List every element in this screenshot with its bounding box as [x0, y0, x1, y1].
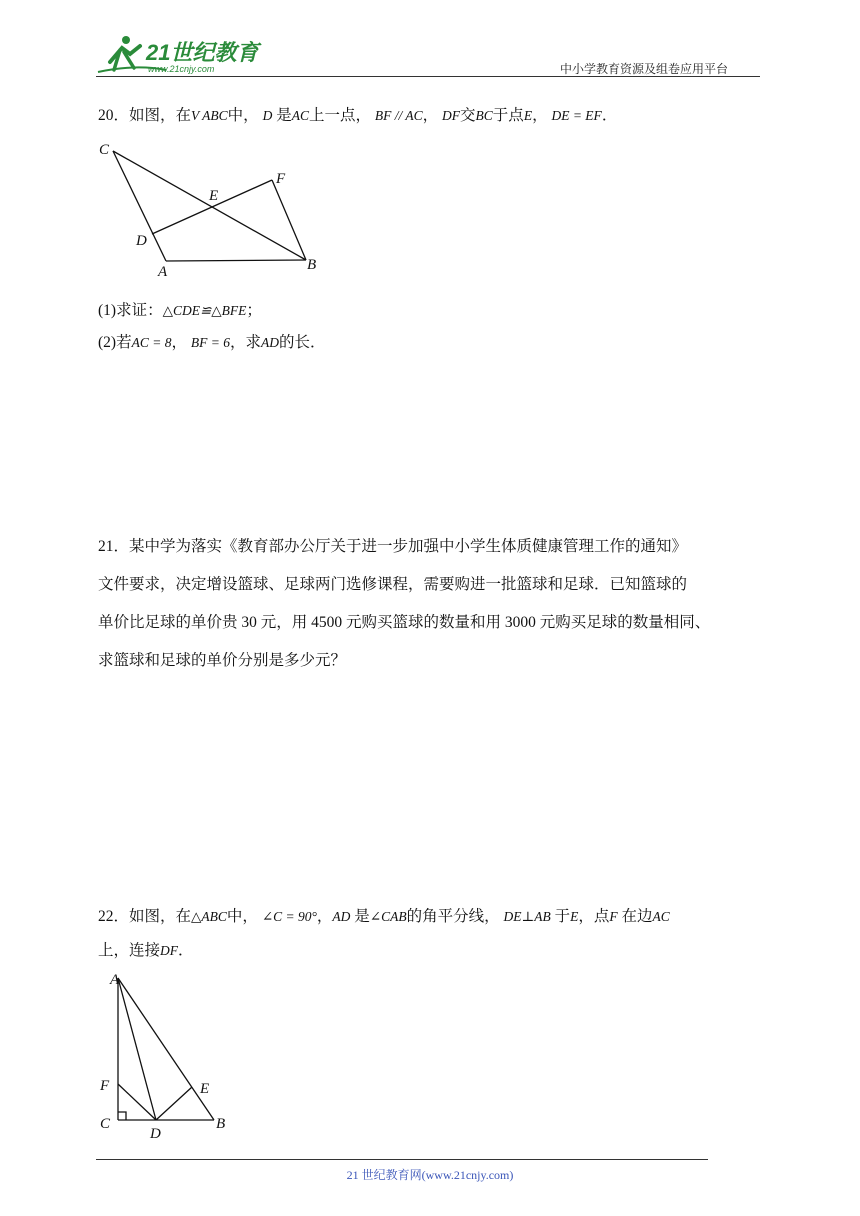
label-A: A	[110, 972, 120, 988]
q21-line-2: 文件要求，决定增设篮球、足球两门选修课程，需要购进一批篮球和足球．已知篮球的	[98, 576, 688, 593]
logo-url: www.21cnjy.com	[148, 64, 215, 74]
q20-part2: (2)若AC = 8， BF = 6，求AD的长．	[98, 334, 326, 351]
label-B: B	[307, 257, 317, 273]
label-F: F	[276, 171, 286, 187]
q21-line-4: 求篮球和足球的单价分别是多少元？	[98, 652, 347, 669]
label-C: C	[100, 1116, 111, 1132]
label-D: D	[150, 1126, 161, 1142]
question-number: 22．	[98, 908, 130, 925]
footer-divider	[96, 1159, 708, 1160]
header-divider	[96, 76, 760, 77]
label-F: F	[100, 1078, 110, 1094]
q21-line-1: 21．某中学为落实《教育部办公厅关于进一步加强中小学生体质健康管理工作的通知》	[98, 538, 688, 555]
question-number: 20．	[98, 107, 130, 124]
site-logo	[96, 32, 266, 76]
q20-figure	[96, 138, 336, 278]
question-21	[98, 528, 778, 680]
q21-line-3: 单价比足球的单价贵 30 元，用 4500 元购买篮球的数量和用 3000 元购买足球的数量相同、	[98, 614, 711, 631]
label-E: E	[200, 1081, 210, 1097]
logo-text: 21世纪教育	[146, 40, 259, 65]
footer-link[interactable]: 21 世纪教育网(www.21cnjy.com)	[346, 1168, 514, 1182]
question-number: 21．	[98, 538, 130, 555]
question-22	[98, 900, 778, 968]
label-E: E	[209, 188, 219, 204]
question-20: 20．如图，在V ABC中， D 是AC上一点， BF // AC， DF交BC于点E， DE = EF．	[98, 107, 618, 124]
label-C: C	[99, 142, 110, 158]
q22-line-2: 上，连接DF．	[98, 942, 194, 959]
label-B: B	[216, 1116, 226, 1132]
label-A: A	[158, 264, 168, 278]
site-title: 中小学教育资源及组卷应用平台	[560, 62, 729, 76]
label-D: D	[136, 233, 147, 249]
q20-part1: (1)求证：△CDE≌△BFE；	[98, 302, 262, 319]
q22-line-1: 22．如图，在△ABC中， ∠C = 90°，AD 是∠CAB的角平分线， DE⊥AB 于E，点F 在边AC	[98, 908, 670, 925]
q22-figure	[96, 966, 246, 1144]
